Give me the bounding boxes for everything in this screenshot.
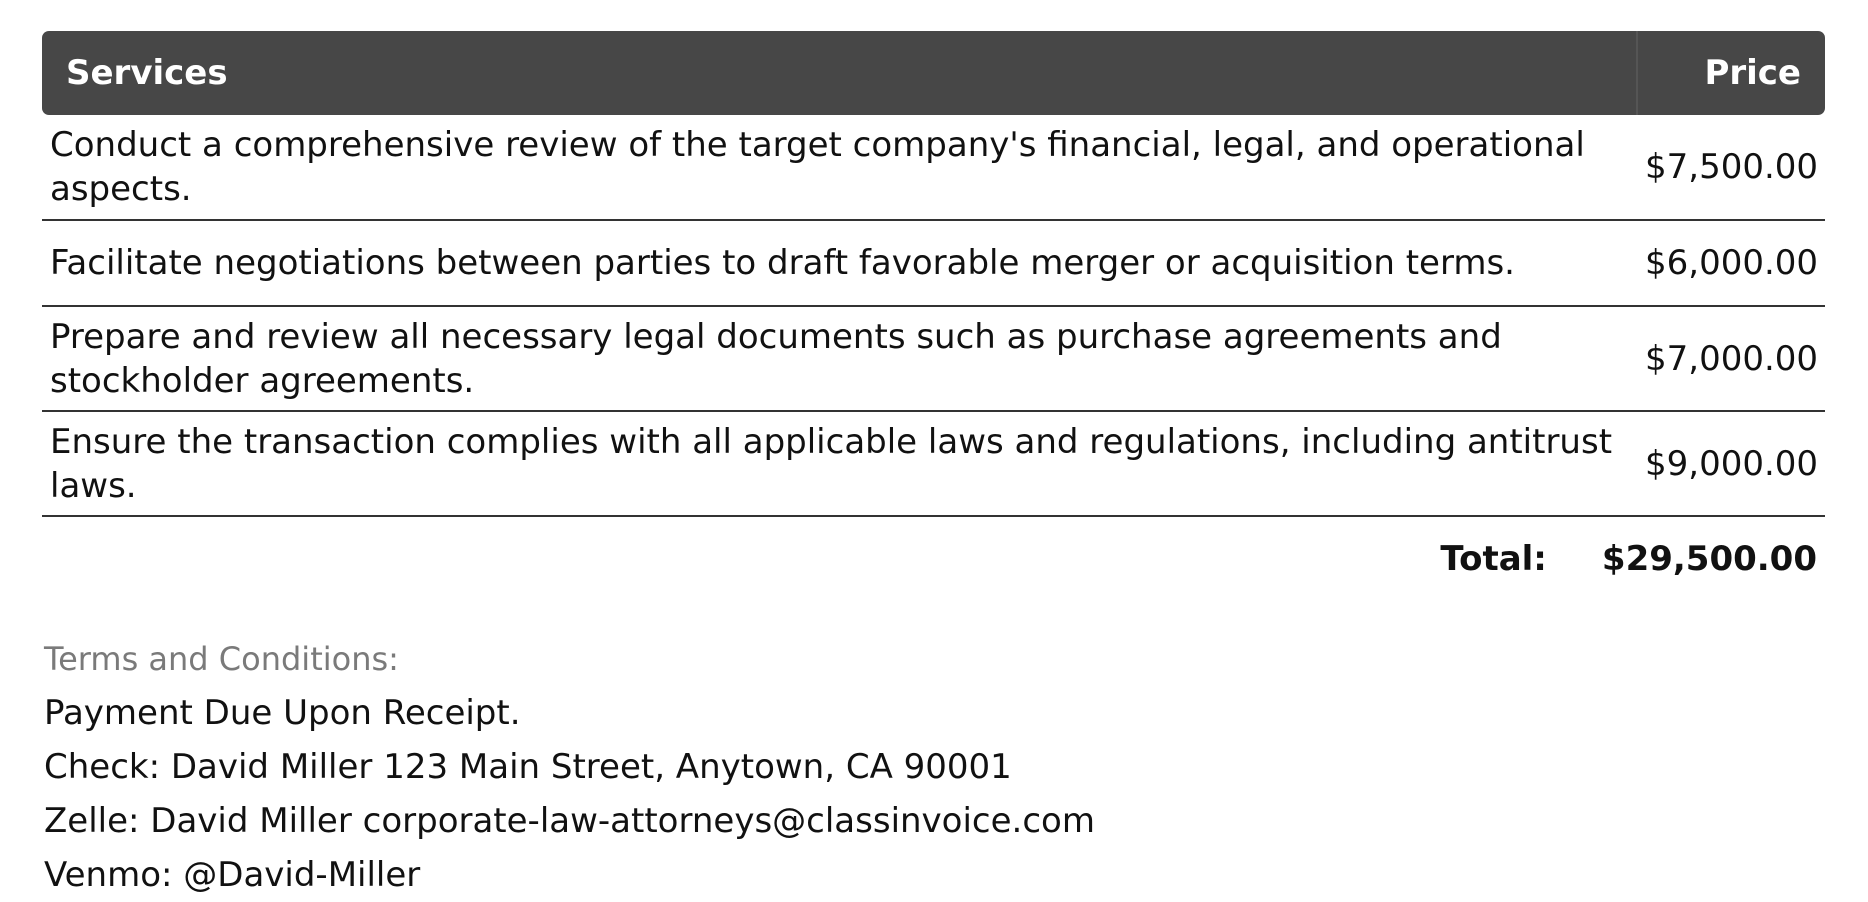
service-description: Ensure the transaction complies with all applicable laws and regulations, including antitrust laws.: [42, 411, 1637, 516]
zelle-payment-info: Zelle: David Miller corporate-law-attorneys@classinvoice.com: [44, 801, 1095, 841]
terms-title: Terms and Conditions:: [44, 640, 399, 678]
service-description: Prepare and review all necessary legal documents such as purchase agreements and stockholder agreements.: [42, 306, 1637, 411]
invoice-document: [42, 31, 1825, 902]
table-row: [42, 115, 1825, 220]
service-price: $6,000.00: [1637, 220, 1825, 306]
service-description: Facilitate negotiations between parties to draft favorable merger or acquisition terms.: [42, 220, 1637, 306]
total-value: $29,500.00: [1601, 539, 1817, 579]
payment-due-note: Payment Due Upon Receipt.: [44, 693, 521, 733]
services-table-header: [42, 31, 1825, 115]
services-table: [42, 31, 1825, 517]
table-row: [42, 411, 1825, 516]
table-row: [42, 220, 1825, 306]
price-column-header: Price: [1637, 31, 1825, 115]
services-column-header: Services: [42, 31, 1637, 115]
total-label: Total:: [1440, 539, 1547, 579]
venmo-payment-info: Venmo: @David-Miller: [44, 855, 421, 895]
check-payment-info: Check: David Miller 123 Main Street, Anytown, CA 90001: [44, 747, 1012, 787]
service-price: $7,000.00: [1637, 306, 1825, 411]
service-price: $7,500.00: [1637, 115, 1825, 220]
service-price: $9,000.00: [1637, 411, 1825, 516]
total-row: [42, 517, 1825, 601]
terms-section: [42, 632, 1825, 902]
service-description: Conduct a comprehensive review of the target company's financial, legal, and operational aspects.: [42, 115, 1637, 220]
table-row: [42, 306, 1825, 411]
